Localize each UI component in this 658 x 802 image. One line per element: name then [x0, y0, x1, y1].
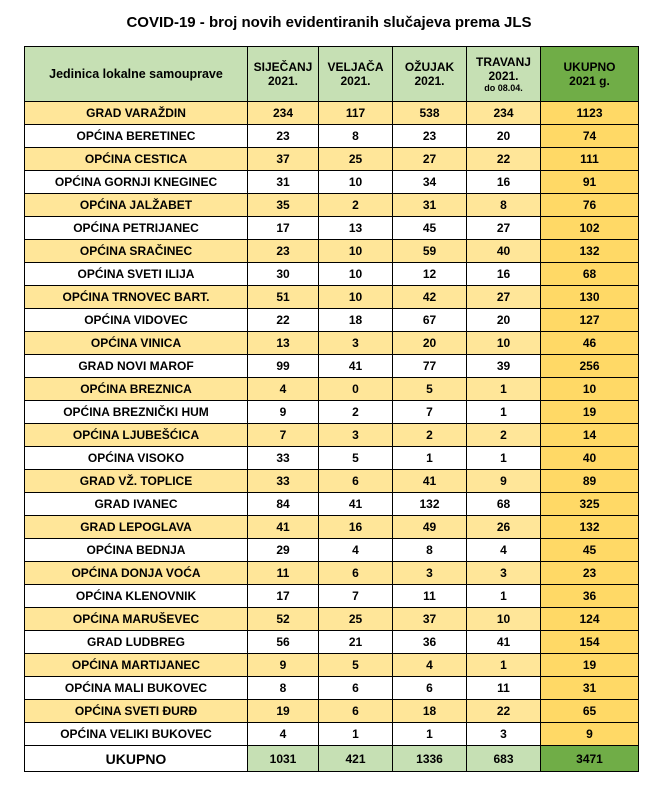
row-value-jan: 19 — [248, 700, 319, 723]
row-value-jan: 11 — [248, 562, 319, 585]
row-value-apr: 10 — [467, 608, 541, 631]
row-value-feb: 25 — [319, 148, 393, 171]
row-value-mar: 2 — [393, 424, 467, 447]
header-month-3-line1: OŽUJAK — [404, 60, 455, 74]
total-cell-jan: 1031 — [248, 746, 319, 772]
table-row — [25, 102, 639, 125]
row-value-mar: 42 — [393, 286, 467, 309]
row-name-cell: GRAD IVANEC — [25, 493, 248, 516]
row-value-apr: 1 — [467, 654, 541, 677]
row-name-cell: OPĆINA SVETI ĐURĐ — [25, 700, 248, 723]
row-value-apr: 10 — [467, 332, 541, 355]
row-name-cell: OPĆINA VELIKI BUKOVEC — [25, 723, 248, 746]
header-month-2-line1: VELJAČA — [327, 60, 384, 74]
row-value-feb: 10 — [319, 263, 393, 286]
row-value-feb: 4 — [319, 539, 393, 562]
row-value-sum: 124 — [541, 608, 639, 631]
row-value-mar: 132 — [393, 493, 467, 516]
row-value-jan: 17 — [248, 217, 319, 240]
row-value-sum: 36 — [541, 585, 639, 608]
header-total-line2: 2021 g. — [569, 74, 610, 88]
row-value-apr: 22 — [467, 148, 541, 171]
row-value-sum: 23 — [541, 562, 639, 585]
row-value-jan: 31 — [248, 171, 319, 194]
row-name-cell: OPĆINA DONJA VOĆA — [25, 562, 248, 585]
row-value-apr: 20 — [467, 309, 541, 332]
row-value-jan: 13 — [248, 332, 319, 355]
row-value-feb: 10 — [319, 240, 393, 263]
row-value-apr: 3 — [467, 562, 541, 585]
row-value-mar: 23 — [393, 125, 467, 148]
table-row — [25, 148, 639, 171]
row-value-jan: 84 — [248, 493, 319, 516]
row-value-apr: 16 — [467, 171, 541, 194]
total-cell-sum: 3471 — [541, 746, 639, 772]
row-value-mar: 41 — [393, 470, 467, 493]
page-title: COVID-19 - broj novih evidentiranih slučajeva prema JLS — [126, 14, 532, 31]
row-value-feb: 16 — [319, 516, 393, 539]
row-value-feb: 21 — [319, 631, 393, 654]
row-value-apr: 1 — [467, 447, 541, 470]
row-value-mar: 36 — [393, 631, 467, 654]
row-value-apr: 40 — [467, 240, 541, 263]
total-row-label: UKUPNO — [25, 746, 248, 772]
row-value-mar: 1 — [393, 447, 467, 470]
row-value-apr: 1 — [467, 378, 541, 401]
row-value-mar: 20 — [393, 332, 467, 355]
row-value-mar: 77 — [393, 355, 467, 378]
row-value-sum: 19 — [541, 654, 639, 677]
header-month-1 — [248, 47, 319, 102]
row-value-sum: 45 — [541, 539, 639, 562]
row-value-apr: 11 — [467, 677, 541, 700]
table-row — [25, 401, 639, 424]
row-value-feb: 0 — [319, 378, 393, 401]
row-value-feb: 6 — [319, 470, 393, 493]
total-row — [25, 746, 639, 772]
header-month-1-line2: 2021. — [267, 74, 299, 88]
table-row — [25, 516, 639, 539]
row-value-jan: 17 — [248, 585, 319, 608]
row-value-jan: 99 — [248, 355, 319, 378]
row-value-sum: 31 — [541, 677, 639, 700]
row-value-sum: 76 — [541, 194, 639, 217]
row-value-feb: 6 — [319, 677, 393, 700]
row-name-cell: GRAD VŽ. TOPLICE — [25, 470, 248, 493]
row-value-jan: 234 — [248, 102, 319, 125]
row-value-feb: 13 — [319, 217, 393, 240]
table-row — [25, 424, 639, 447]
row-value-jan: 29 — [248, 539, 319, 562]
row-value-jan: 33 — [248, 470, 319, 493]
row-value-sum: 40 — [541, 447, 639, 470]
row-value-apr: 1 — [467, 401, 541, 424]
header-total — [541, 47, 639, 102]
header-month-4-line1: TRAVANJ — [476, 55, 531, 69]
row-value-jan: 9 — [248, 654, 319, 677]
row-value-mar: 7 — [393, 401, 467, 424]
row-name-cell: OPĆINA BREZNIČKI HUM — [25, 401, 248, 424]
total-cell-feb: 421 — [319, 746, 393, 772]
table-row — [25, 493, 639, 516]
row-value-sum: 19 — [541, 401, 639, 424]
row-value-sum: 91 — [541, 171, 639, 194]
row-value-feb: 8 — [319, 125, 393, 148]
row-value-mar: 45 — [393, 217, 467, 240]
table-row — [25, 332, 639, 355]
row-value-feb: 6 — [319, 562, 393, 585]
row-value-sum: 9 — [541, 723, 639, 746]
row-name-cell: OPĆINA CESTICA — [25, 148, 248, 171]
row-value-apr: 234 — [467, 102, 541, 125]
row-value-sum: 65 — [541, 700, 639, 723]
row-value-feb: 117 — [319, 102, 393, 125]
row-value-mar: 8 — [393, 539, 467, 562]
row-value-feb: 41 — [319, 355, 393, 378]
header-name-col: Jedinica lokalne samouprave — [25, 47, 248, 102]
row-value-mar: 27 — [393, 148, 467, 171]
table-row — [25, 355, 639, 378]
row-value-jan: 56 — [248, 631, 319, 654]
row-value-sum: 1123 — [541, 102, 639, 125]
row-value-mar: 1 — [393, 723, 467, 746]
row-name-cell: OPĆINA SRAČINEC — [25, 240, 248, 263]
row-value-mar: 34 — [393, 171, 467, 194]
row-value-feb: 3 — [319, 424, 393, 447]
row-value-mar: 12 — [393, 263, 467, 286]
row-value-mar: 6 — [393, 677, 467, 700]
row-value-jan: 8 — [248, 677, 319, 700]
row-value-jan: 7 — [248, 424, 319, 447]
table-row — [25, 562, 639, 585]
header-month-2 — [319, 47, 393, 102]
row-value-jan: 51 — [248, 286, 319, 309]
row-value-sum: 127 — [541, 309, 639, 332]
row-value-feb: 5 — [319, 447, 393, 470]
covid-cases-table — [24, 46, 639, 772]
row-name-cell: OPĆINA BEDNJA — [25, 539, 248, 562]
table-row — [25, 263, 639, 286]
table-body — [25, 102, 639, 746]
row-name-cell: OPĆINA LJUBEŠĆICA — [25, 424, 248, 447]
row-value-mar: 4 — [393, 654, 467, 677]
table-row — [25, 677, 639, 700]
row-value-sum: 154 — [541, 631, 639, 654]
row-name-cell: OPĆINA VIDOVEC — [25, 309, 248, 332]
row-value-mar: 3 — [393, 562, 467, 585]
header-month-4-note: do 08.04. — [484, 83, 523, 93]
row-value-mar: 37 — [393, 608, 467, 631]
header-row — [25, 47, 639, 102]
header-month-4 — [467, 47, 541, 102]
row-name-cell: OPĆINA KLENOVNIK — [25, 585, 248, 608]
row-value-apr: 22 — [467, 700, 541, 723]
row-value-apr: 4 — [467, 539, 541, 562]
table-row — [25, 470, 639, 493]
row-name-cell: GRAD LUDBREG — [25, 631, 248, 654]
row-value-jan: 4 — [248, 723, 319, 746]
row-value-mar: 18 — [393, 700, 467, 723]
row-value-sum: 102 — [541, 217, 639, 240]
row-name-cell: OPĆINA BERETINEC — [25, 125, 248, 148]
row-value-feb: 2 — [319, 401, 393, 424]
row-value-apr: 26 — [467, 516, 541, 539]
row-name-cell: OPĆINA MARTIJANEC — [25, 654, 248, 677]
row-name-cell: OPĆINA BREZNICA — [25, 378, 248, 401]
row-value-jan: 37 — [248, 148, 319, 171]
table-row — [25, 378, 639, 401]
row-value-feb: 10 — [319, 286, 393, 309]
row-name-cell: OPĆINA VISOKO — [25, 447, 248, 470]
row-value-apr: 16 — [467, 263, 541, 286]
table-row — [25, 539, 639, 562]
row-value-sum: 130 — [541, 286, 639, 309]
header-total-line1: UKUPNO — [563, 60, 616, 74]
row-name-cell: GRAD NOVI MAROF — [25, 355, 248, 378]
row-value-apr: 68 — [467, 493, 541, 516]
row-value-apr: 2 — [467, 424, 541, 447]
table-row — [25, 217, 639, 240]
row-value-mar: 5 — [393, 378, 467, 401]
row-value-apr: 9 — [467, 470, 541, 493]
row-value-sum: 68 — [541, 263, 639, 286]
row-value-apr: 3 — [467, 723, 541, 746]
row-name-cell: OPĆINA PETRIJANEC — [25, 217, 248, 240]
table-row — [25, 286, 639, 309]
table-row — [25, 608, 639, 631]
row-name-cell: OPĆINA TRNOVEC BART. — [25, 286, 248, 309]
row-value-apr: 8 — [467, 194, 541, 217]
row-value-jan: 4 — [248, 378, 319, 401]
header-month-1-line1: SIJEČANJ — [253, 60, 313, 74]
table-row — [25, 194, 639, 217]
total-cell-mar: 1336 — [393, 746, 467, 772]
row-value-jan: 22 — [248, 309, 319, 332]
table-row — [25, 723, 639, 746]
row-name-cell: OPĆINA GORNJI KNEGINEC — [25, 171, 248, 194]
header-month-3-line2: 2021. — [414, 74, 445, 88]
row-value-sum: 325 — [541, 493, 639, 516]
row-value-feb: 10 — [319, 171, 393, 194]
table-row — [25, 171, 639, 194]
row-value-jan: 41 — [248, 516, 319, 539]
row-value-jan: 35 — [248, 194, 319, 217]
row-name-cell: OPĆINA SVETI ILIJA — [25, 263, 248, 286]
row-value-mar: 11 — [393, 585, 467, 608]
row-value-feb: 6 — [319, 700, 393, 723]
row-value-mar: 538 — [393, 102, 467, 125]
row-value-feb: 1 — [319, 723, 393, 746]
row-value-sum: 10 — [541, 378, 639, 401]
row-value-feb: 2 — [319, 194, 393, 217]
row-value-jan: 23 — [248, 240, 319, 263]
row-name-cell: GRAD LEPOGLAVA — [25, 516, 248, 539]
header-month-4-line2: 2021. — [488, 69, 519, 83]
row-name-cell: GRAD VARAŽDIN — [25, 102, 248, 125]
row-value-sum: 132 — [541, 240, 639, 263]
row-value-feb: 25 — [319, 608, 393, 631]
header-month-2-line2: 2021. — [340, 74, 371, 88]
row-value-feb: 5 — [319, 654, 393, 677]
row-value-mar: 31 — [393, 194, 467, 217]
table-row — [25, 240, 639, 263]
row-value-feb: 7 — [319, 585, 393, 608]
row-name-cell: OPĆINA MARUŠEVEC — [25, 608, 248, 631]
header-month-3 — [393, 47, 467, 102]
table-row — [25, 447, 639, 470]
row-value-jan: 9 — [248, 401, 319, 424]
row-value-mar: 59 — [393, 240, 467, 263]
row-value-feb: 3 — [319, 332, 393, 355]
row-value-sum: 132 — [541, 516, 639, 539]
table-row — [25, 700, 639, 723]
row-value-jan: 23 — [248, 125, 319, 148]
row-value-apr: 41 — [467, 631, 541, 654]
row-value-feb: 41 — [319, 493, 393, 516]
row-value-jan: 30 — [248, 263, 319, 286]
table-row — [25, 309, 639, 332]
row-value-apr: 1 — [467, 585, 541, 608]
row-value-apr: 27 — [467, 286, 541, 309]
row-value-sum: 89 — [541, 470, 639, 493]
row-value-apr: 20 — [467, 125, 541, 148]
table-row — [25, 654, 639, 677]
row-name-cell: OPĆINA JALŽABET — [25, 194, 248, 217]
table-row — [25, 125, 639, 148]
row-value-mar: 49 — [393, 516, 467, 539]
row-value-feb: 18 — [319, 309, 393, 332]
total-cell-apr: 683 — [467, 746, 541, 772]
row-value-apr: 39 — [467, 355, 541, 378]
row-value-sum: 256 — [541, 355, 639, 378]
row-name-cell: OPĆINA MALI BUKOVEC — [25, 677, 248, 700]
row-value-sum: 14 — [541, 424, 639, 447]
table-row — [25, 631, 639, 654]
row-value-sum: 74 — [541, 125, 639, 148]
row-value-jan: 33 — [248, 447, 319, 470]
row-value-apr: 27 — [467, 217, 541, 240]
row-value-mar: 67 — [393, 309, 467, 332]
row-value-jan: 52 — [248, 608, 319, 631]
row-value-sum: 46 — [541, 332, 639, 355]
row-value-sum: 111 — [541, 148, 639, 171]
row-name-cell: OPĆINA VINICA — [25, 332, 248, 355]
table-row — [25, 585, 639, 608]
